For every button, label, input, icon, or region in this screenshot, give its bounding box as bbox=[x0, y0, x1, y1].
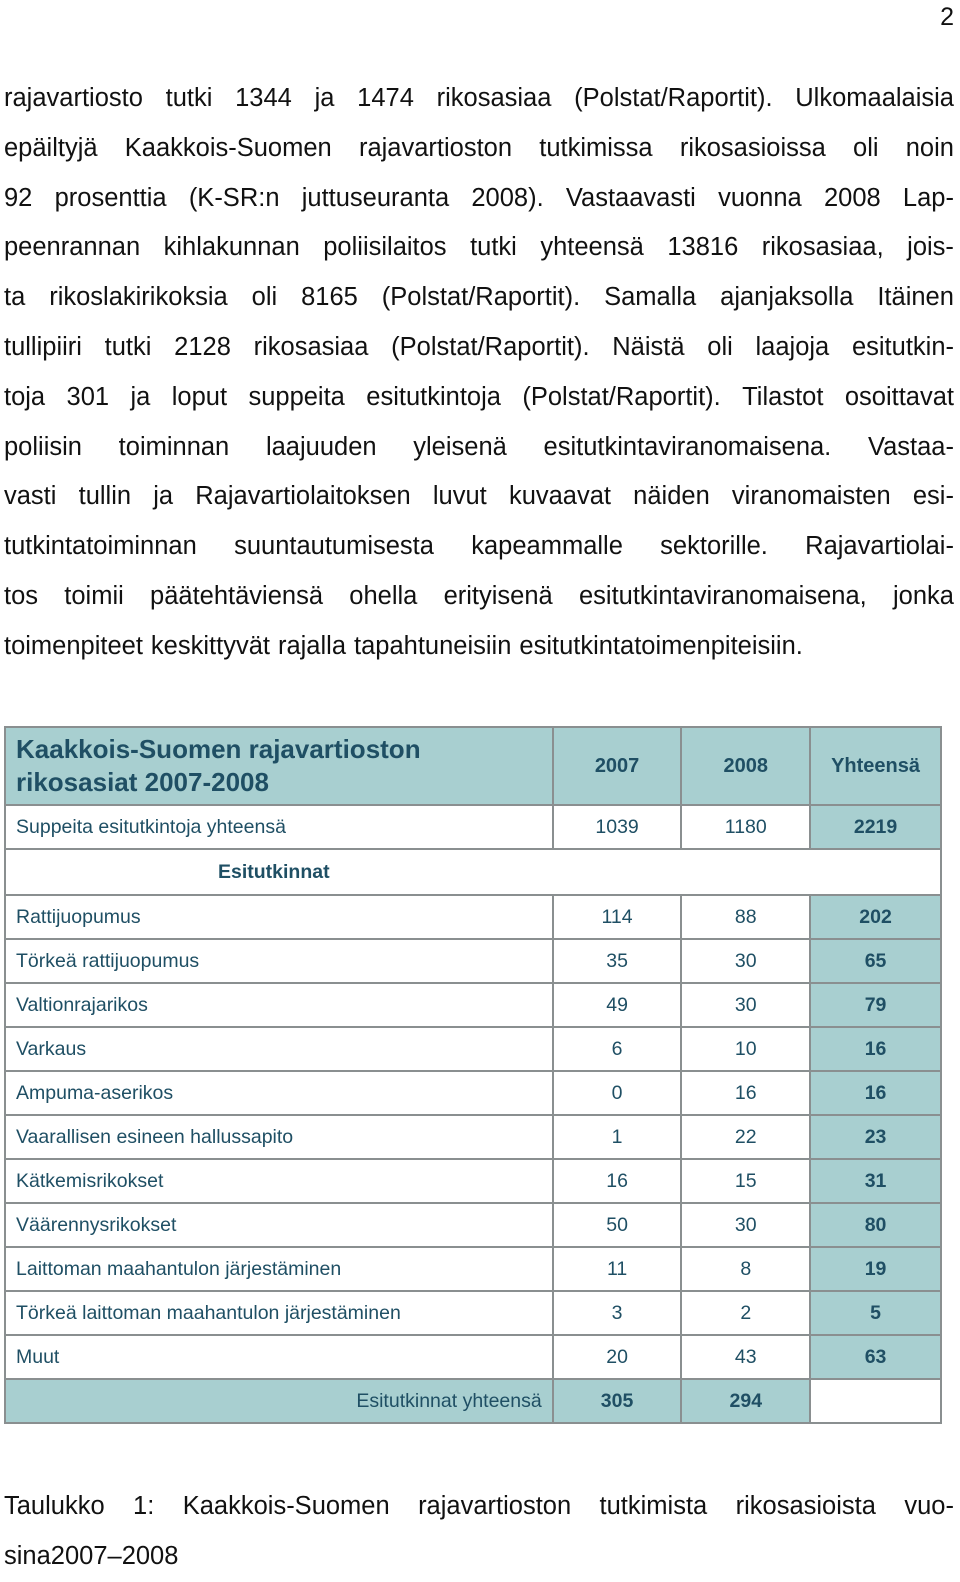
section-label: Esitutkinnat bbox=[5, 849, 941, 895]
caption-line: Taulukko 1: Kaakkois-Suomen rajavartioston tutkimista rikosasioista vuo- bbox=[4, 1492, 954, 1520]
table-caption bbox=[4, 1482, 954, 1582]
row-label: Ampuma-aserikos bbox=[5, 1071, 553, 1115]
table-row bbox=[5, 983, 941, 1027]
row-value-2008: 15 bbox=[681, 1159, 810, 1203]
page-number: 2 bbox=[940, 3, 954, 31]
row-value-2007: 6 bbox=[553, 1027, 682, 1071]
row-value-2007: 49 bbox=[553, 983, 682, 1027]
crime-statistics-table bbox=[4, 726, 942, 1424]
paragraph-line: rajavartiosto tutki 1344 ja 1474 rikosasiaa (Polstat/Raportit). Ulkomaalaisia bbox=[4, 84, 954, 112]
row-value-2008: 30 bbox=[681, 1203, 810, 1247]
summary-row-total: 2219 bbox=[810, 805, 941, 849]
row-value-2008: 43 bbox=[681, 1335, 810, 1379]
row-value-total: 5 bbox=[810, 1291, 941, 1335]
paragraph-line: epäiltyjä Kaakkois-Suomen rajavartioston tutkimissa rikosasioissa oli noin bbox=[4, 133, 954, 162]
footer-row bbox=[5, 1379, 941, 1423]
row-value-total: 79 bbox=[810, 983, 941, 1027]
table-row bbox=[5, 1291, 941, 1335]
row-value-total: 19 bbox=[810, 1247, 941, 1291]
table-row bbox=[5, 939, 941, 983]
column-header-total: Yhteensä bbox=[810, 727, 941, 805]
body-paragraph bbox=[4, 74, 954, 672]
row-label: Laittoman maahantulon järjestäminen bbox=[5, 1247, 553, 1291]
row-value-2008: 10 bbox=[681, 1027, 810, 1071]
paragraph-line: 92 prosenttia (K-SR:n juttuseuranta 2008). Vastaavasti vuonna 2008 Lap- bbox=[4, 183, 954, 212]
table-row bbox=[5, 1071, 941, 1115]
row-label: Muut bbox=[5, 1335, 553, 1379]
row-value-2008: 8 bbox=[681, 1247, 810, 1291]
row-label: Valtionrajarikos bbox=[5, 983, 553, 1027]
row-value-total: 65 bbox=[810, 939, 941, 983]
row-value-2008: 88 bbox=[681, 895, 810, 939]
caption-line: sina 2007–2008 bbox=[4, 1541, 179, 1570]
row-value-total: 63 bbox=[810, 1335, 941, 1379]
row-label: Kätkemisrikokset bbox=[5, 1159, 553, 1203]
row-value-total: 202 bbox=[810, 895, 941, 939]
paragraph-line: tullipiiri tutki 2128 rikosasiaa (Polstat/Raportit). Näistä oli laajoja esitutkin- bbox=[4, 332, 954, 361]
table-header-row bbox=[5, 727, 941, 805]
row-value-2007: 35 bbox=[553, 939, 682, 983]
paragraph-line: toimenpiteet keskittyvät rajalla tapahtuneisiin esitutkintatoimenpiteisiin. bbox=[4, 631, 803, 660]
row-value-2007: 50 bbox=[553, 1203, 682, 1247]
paragraph-line: ta rikoslakirikoksia oli 8165 (Polstat/Raportit). Samalla ajanjaksolla Itäinen bbox=[4, 283, 954, 312]
paragraph-line: tos toimii päätehtäviensä ohella erityisenä esitutkintaviranomaisena, jonka bbox=[4, 581, 954, 610]
row-label: Vaarallisen esineen hallussapito bbox=[5, 1115, 553, 1159]
row-value-2008: 22 bbox=[681, 1115, 810, 1159]
row-label: Törkeä rattijuopumus bbox=[5, 939, 553, 983]
row-label: Väärennysrikokset bbox=[5, 1203, 553, 1247]
row-value-2008: 30 bbox=[681, 939, 810, 983]
paragraph-line: poliisin toiminnan laajuuden yleisenä esitutkintaviranomaisena. Vastaa- bbox=[4, 432, 954, 461]
paragraph-line: tutkintatoiminnan suuntautumisesta kapeammalle sektorille. Rajavartiolai- bbox=[4, 532, 954, 561]
paragraph-line: vasti tullin ja Rajavartiolaitoksen luvut kuvaavat näiden viranomaisten esi- bbox=[4, 482, 954, 511]
table-row bbox=[5, 1247, 941, 1291]
summary-row-label: Suppeita esitutkintoja yhteensä bbox=[5, 805, 553, 849]
paragraph-line: peenrannan kihlakunnan poliisilaitos tutki yhteensä 13816 rikosasiaa, jois- bbox=[4, 233, 954, 262]
row-value-2007: 0 bbox=[553, 1071, 682, 1115]
column-header-2008: 2008 bbox=[681, 727, 810, 805]
row-value-2008: 2 bbox=[681, 1291, 810, 1335]
row-value-total: 80 bbox=[810, 1203, 941, 1247]
row-value-2008: 16 bbox=[681, 1071, 810, 1115]
row-label: Törkeä laittoman maahantulon järjestäminen bbox=[5, 1291, 553, 1335]
row-value-2007: 1 bbox=[553, 1115, 682, 1159]
column-header-2007: 2007 bbox=[553, 727, 682, 805]
summary-row-2008: 1180 bbox=[681, 805, 810, 849]
summary-row bbox=[5, 805, 941, 849]
table-row bbox=[5, 1115, 941, 1159]
summary-row-2007: 1039 bbox=[553, 805, 682, 849]
table-row bbox=[5, 1159, 941, 1203]
section-header-row bbox=[5, 849, 941, 895]
row-value-2007: 3 bbox=[553, 1291, 682, 1335]
table-row bbox=[5, 1203, 941, 1247]
table-title: Kaakkois-Suomen rajavartioston rikosasiat 2007-2008 bbox=[5, 727, 553, 805]
row-value-total: 23 bbox=[810, 1115, 941, 1159]
row-label: Varkaus bbox=[5, 1027, 553, 1071]
footer-row-label: Esitutkinnat yhteensä bbox=[5, 1379, 553, 1423]
row-value-2007: 16 bbox=[553, 1159, 682, 1203]
row-label: Rattijuopumus bbox=[5, 895, 553, 939]
row-value-2007: 20 bbox=[553, 1335, 682, 1379]
row-value-total: 31 bbox=[810, 1159, 941, 1203]
row-value-2008: 30 bbox=[681, 983, 810, 1027]
row-value-total: 16 bbox=[810, 1071, 941, 1115]
table-row bbox=[5, 1335, 941, 1379]
table-row bbox=[5, 895, 941, 939]
footer-row-2008: 294 bbox=[681, 1379, 810, 1423]
row-value-2007: 114 bbox=[553, 895, 682, 939]
table-row bbox=[5, 1027, 941, 1071]
footer-row-blank bbox=[810, 1379, 941, 1423]
footer-row-2007: 305 bbox=[553, 1379, 682, 1423]
row-value-total: 16 bbox=[810, 1027, 941, 1071]
paragraph-line: toja 301 ja loput suppeita esitutkintoja (Polstat/Raportit). Tilastot osoittavat bbox=[4, 382, 954, 411]
row-value-2007: 11 bbox=[553, 1247, 682, 1291]
